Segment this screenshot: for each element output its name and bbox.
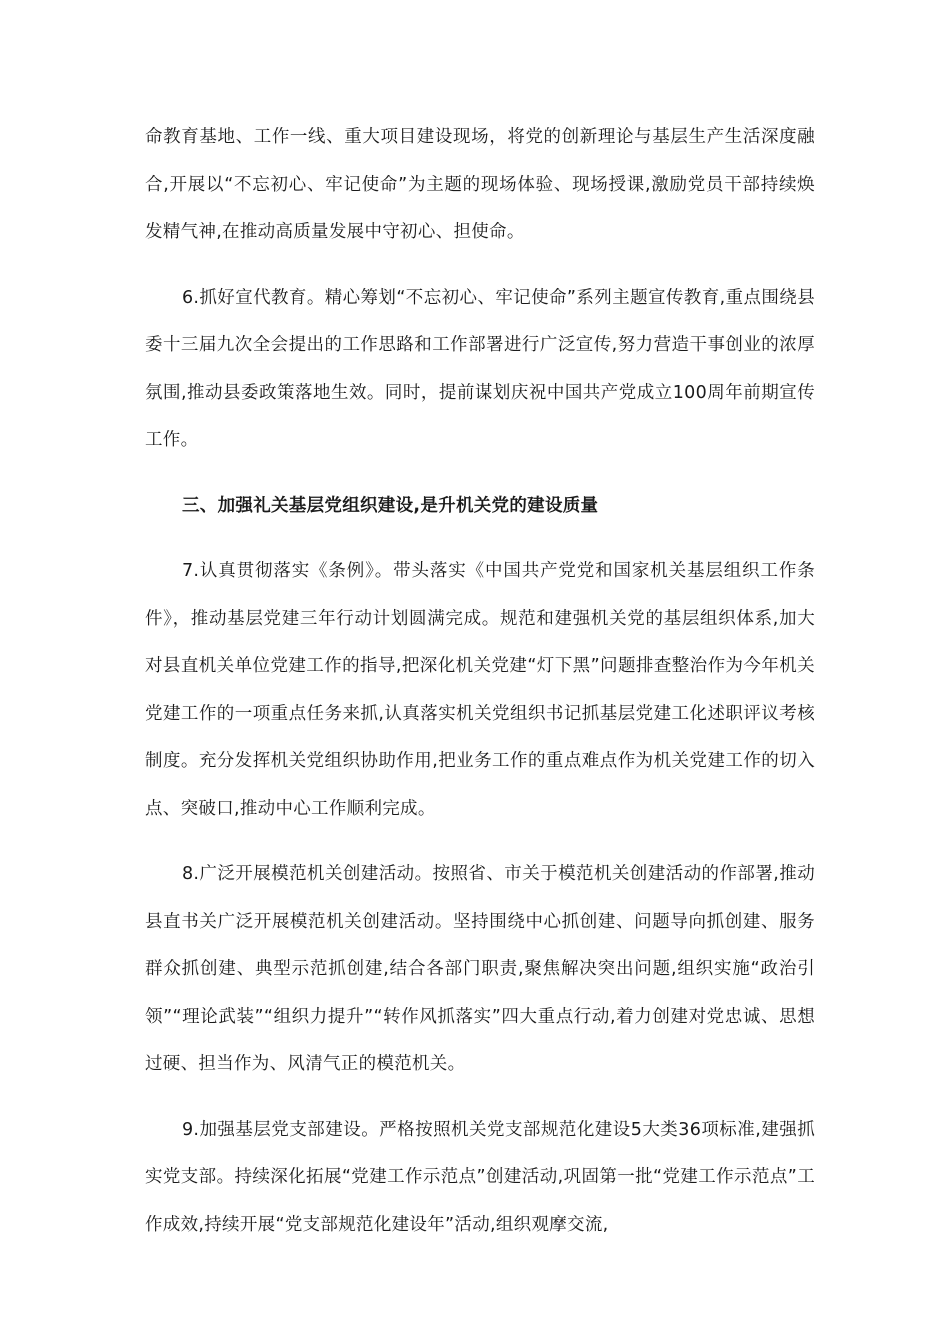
paragraph-continuation: 命教育基地、工作一线、重大项目建设现场，将党的创新理论与基层生产生活深度融合,开展以“不忘初心、牢记使命”为主题的现场体验、现场授课,激励党员干部持续焕发精气神,在推动高质量发展中守初心、担使命。 bbox=[145, 127, 815, 242]
document-body bbox=[145, 114, 815, 1249]
paragraph-item-7: 7.认真贯彻落实《条例》。带头落实《中国共产党党和国家机关基层组织工作条件》，推动基层党建三年行动计划圆满完成。规范和建强机关党的基层组织体系,加大对县直机关单位党建工作的指导,把深化机关党建“灯下黑”问题排查整治作为今年机关党建工作的一项重点任务来抓,认真落实机关党组织书记抓基层党建工化述职评议考核制度。充分发挥机关党组织协助作用,把业务工作的重点难点作为机关党建工作的切入点、突破口,推动中心工作顺利完成。 bbox=[145, 561, 815, 819]
section-heading-3: 三、加强礼关基层党组织建设,是升机关党的建设质量 bbox=[182, 495, 599, 516]
paragraph-item-6: 6.抓好宣代教育。精心筹划“不忘初心、牢记使命”系列主题宣传教育,重点围绕县委十三届九次全会提出的工作思路和工作部署进行广泛宣传,努力营造干事创业的浓厚氛围,推动县委政策落地生效。同时，提前谋划庆祝中国共产党成立100周年前期宣传工作。 bbox=[145, 287, 815, 450]
paragraph-spacer bbox=[145, 530, 815, 548]
paragraph-spacer bbox=[145, 1089, 815, 1107]
paragraph-spacer bbox=[145, 257, 815, 275]
paragraph-spacer bbox=[145, 833, 815, 851]
paragraph-item-8: 8.广泛开展模范机关创建活动。按照省、市关于模范机关创建活动的作部署,推动县直书关广泛开展模范机关创建活动。坚持围绕中心抓创建、问题导向抓创建、服务群众抓创建、典型示范抓创建,结合各部门职责,聚焦解决突出问题,组织实施“政治引领”“理论武装”“组织力提升”“转作风抓落实”四大重点行动,着力创建对党忠诚、思想过硬、担当作为、风清气正的模范机关。 bbox=[145, 864, 815, 1074]
paragraph-item-9: 9.加强基层党支部建设。严格按照机关党支部规范化建设5大类36项标准,建强抓实党支部。持续深化拓展“党建工作示范点”创建活动,巩固第一批“党建工作示范点”工作成效,持续开展“党支部规范化建设年”活动,组织观摩交流, bbox=[145, 1119, 815, 1235]
paragraph-spacer bbox=[145, 465, 815, 483]
